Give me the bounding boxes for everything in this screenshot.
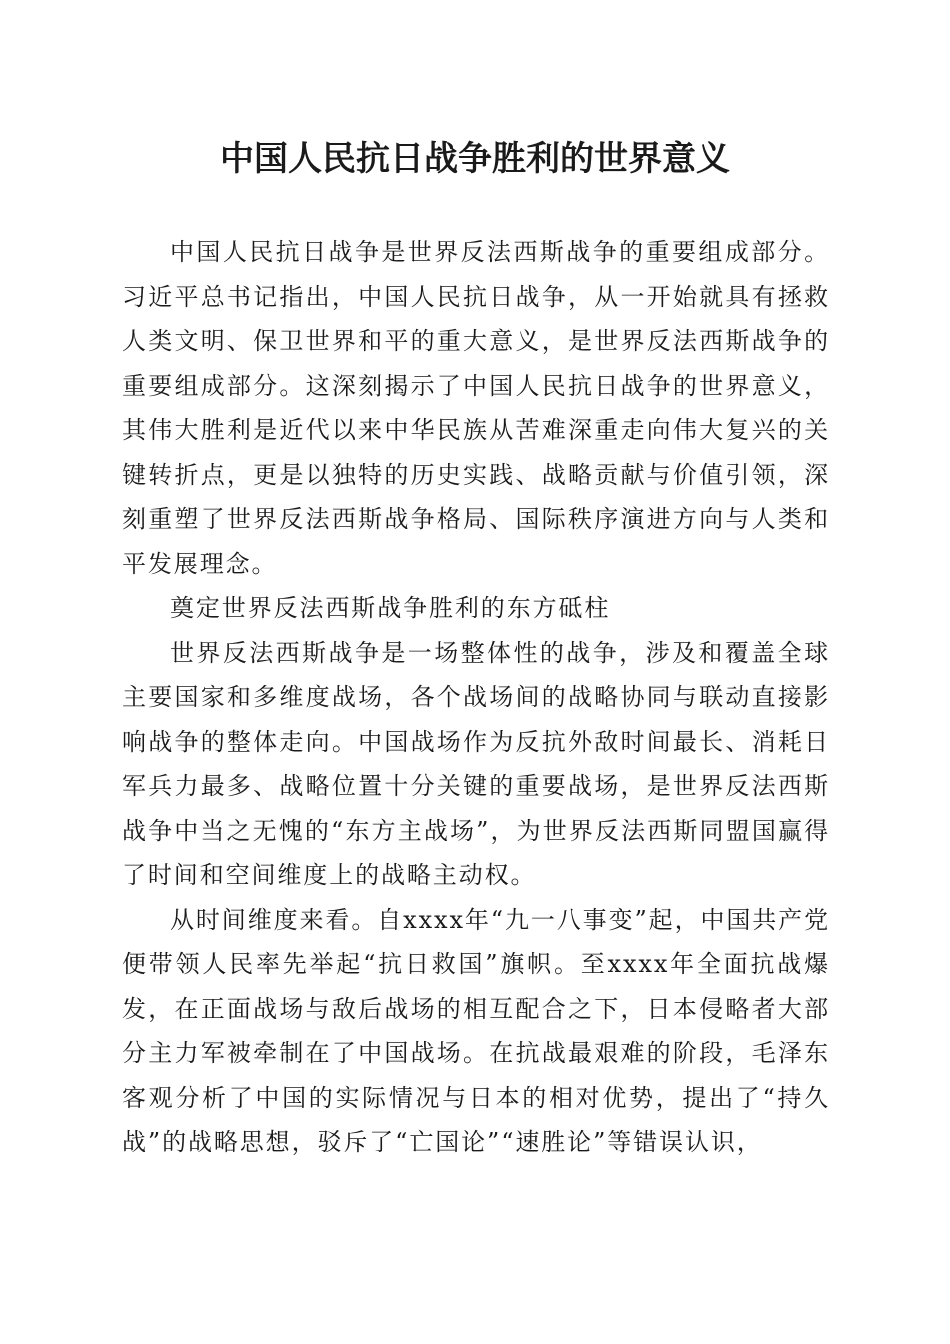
document-body	[122, 230, 830, 1165]
paragraph-time-dimension: 从时间维度来看。自xxxx年“九一八事变”起，中国共产党便带领人民率先举起“抗日救国”旗帜。至xxxx年全面抗战爆发，在正面战场与敌后战场的相互配合之下，日本侵略者大部分主力军被牵制在了中国战场。在抗战最艰难的阶段，毛泽东客观分析了中国的实际情况与日本的相对优势，提出了“持久战”的战略思想，驳斥了“亡国论”“速胜论”等错误认识，	[122, 905, 830, 1156]
document-title: 中国人民抗日战争胜利的世界意义	[220, 139, 730, 179]
paragraph-eastern-battlefield: 世界反法西斯战争是一场整体性的战争，涉及和覆盖全球主要国家和多维度战场，各个战场间的战略协同与联动直接影响战争的整体走向。中国战场作为反抗外敌时间最长、消耗日军兵力最多、战略位置十分关键的重要战场，是世界反法西斯战争中当之无愧的“东方主战场”，为世界反法西斯同盟国赢得了时间和空间维度上的战略主动权。	[122, 638, 830, 889]
section-heading: 奠定世界反法西斯战争胜利的东方砥柱	[170, 594, 611, 622]
paragraph-intro: 中国人民抗日战争是世界反法西斯战争的重要组成部分。习近平总书记指出，中国人民抗日战争，从一开始就具有拯救人类文明、保卫世界和平的重大意义，是世界反法西斯战争的重要组成部分。这深刻揭示了中国人民抗日战争的世界意义，其伟大胜利是近代以来中华民族从苦难深重走向伟大复兴的关键转折点，更是以独特的历史实践、战略贡献与价值引领，深刻重塑了世界反法西斯战争格局、国际秩序演进方向与人类和平发展理念。	[122, 238, 830, 578]
